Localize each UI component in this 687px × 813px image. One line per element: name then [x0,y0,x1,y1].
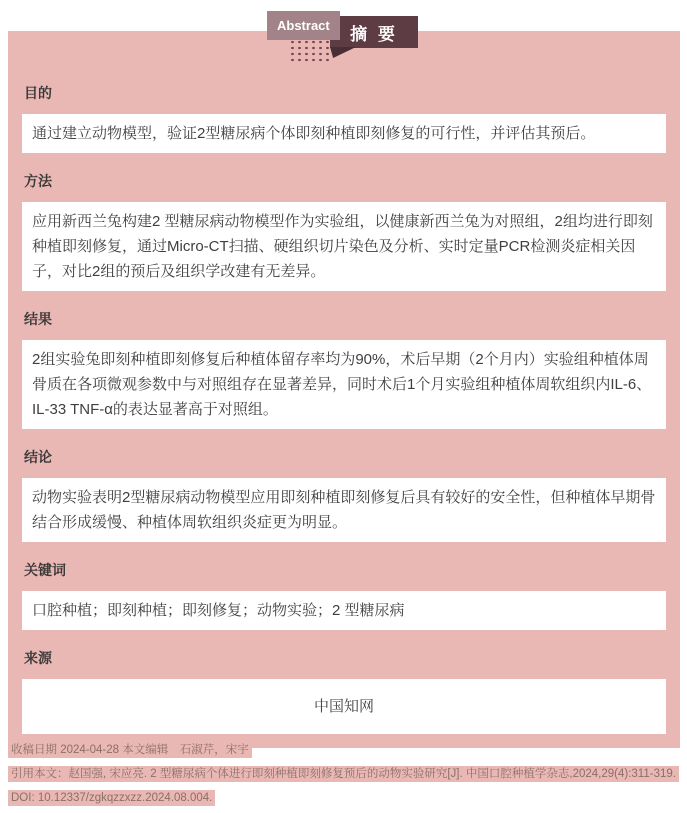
abstract-title-box [330,16,418,48]
citation-line: 引用本文：赵国强, 宋应亮. 2 型糖尿病个体进行即刻种植即刻修复预后的动物实验研究[J]. 中国口腔种植学杂志,2024,29(4):311-319. [8,766,679,782]
section-text-keywords: 口腔种植；即刻种植；即刻修复；动物实验；2 型糖尿病 [32,602,405,619]
section-box-results [22,340,666,429]
section-box-conclusion [22,478,666,542]
footer [8,741,680,813]
section-text-methods: 应用新西兰兔构建2 型糖尿病动物模型作为实验组，以健康新西兰兔为对照组，2组均进行即刻种植即刻修复，通过Micro-CT扫描、硬组织切片染色及分析、实时定量PCR检测炎症相关因子，对比2组的预后及组织学改建有无差异。 [32,213,653,280]
doi-line: DOI: 10.12337/zgkqzzxzz.2024.08.004. [8,790,215,806]
section-box-purpose [22,114,666,153]
section-box-methods [22,202,666,291]
section-title-results: 结果 [24,311,52,327]
section-purpose [22,83,666,153]
abstract-title-text: 摘 要 [350,24,398,44]
section-title-methods: 方法 [24,173,52,189]
section-title-purpose: 目的 [24,85,52,101]
section-results [22,309,666,429]
dot-grid-decoration [289,39,333,62]
section-source [22,648,666,734]
section-title-source: 来源 [24,650,52,666]
section-text-results: 2组实验兔即刻种植即刻修复后种植体留存率均为90%，术后早期（2个月内）实验组种植体周骨质在各项微观参数中与对照组存在显著差异，同时术后1个月实验组种植体周软组织内IL-6、IL-33 TNF-α的表达显著高于对照组。 [32,351,652,418]
section-title-conclusion: 结论 [24,449,52,465]
section-title-keywords: 关键词 [24,562,66,578]
footer-line [8,765,680,782]
footer-line [8,789,680,806]
abstract-panel [8,31,680,748]
section-text-purpose: 通过建立动物模型，验证2型糖尿病个体即刻种植即刻修复的可行性，并评估其预后。 [32,125,596,142]
section-conclusion [22,447,666,542]
section-keywords [22,560,666,630]
section-methods [22,171,666,291]
abstract-label: Abstract [267,11,340,40]
section-text-source: 中国知网 [313,698,374,715]
section-box-keywords [22,591,666,630]
footer-line [8,741,680,758]
section-text-conclusion: 动物实验表明2型糖尿病动物模型应用即刻种植即刻修复后具有较好的安全性，但种植体早期骨结合形成缓慢、种植体周软组织炎症更为明显。 [32,489,656,531]
received-date-line: 收稿日期 2024-04-28 本文编辑 石淑芹，宋宇 [8,742,252,758]
section-box-source [22,679,666,734]
